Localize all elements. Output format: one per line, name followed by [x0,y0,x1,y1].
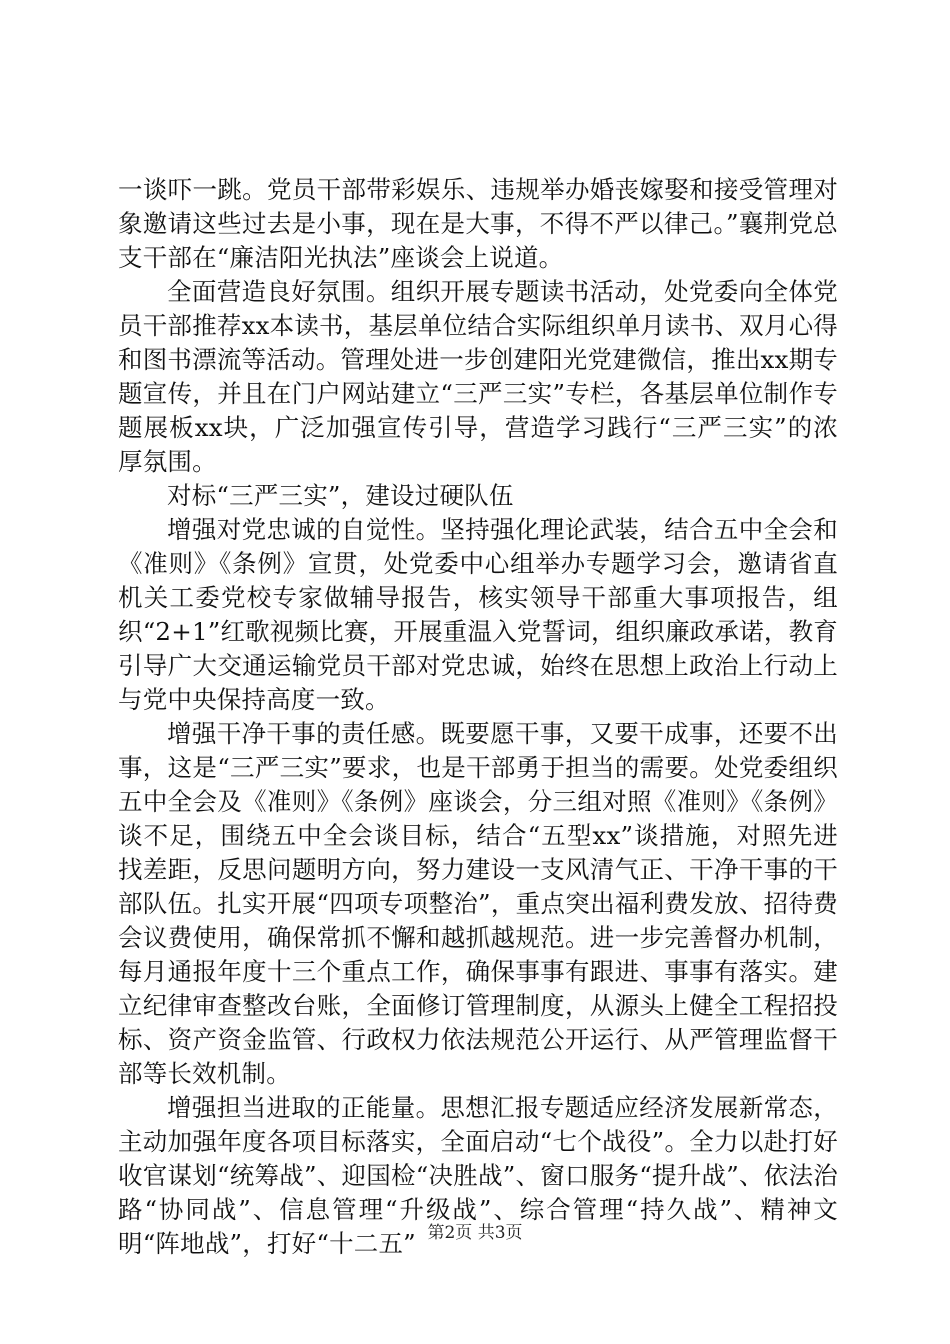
page-number-indicator: 第2页 共3页 [427,1223,523,1243]
paragraph-clean-work: 增强干净干事的责任感。既要愿干事，又要干成事，还要不出事，这是“三严三实”要求，也是干部勇于担当的需要。处党委组织五中全会及《准则》《条例》座谈会，分三组对照《准则》《条例》谈不足，围绕五中全会谈目标，结合“五型xx”谈措施，对照先进找差距，反思问题明方向，努力建设一支风清气正、干净干事的干部队伍。扎实开展“四项专项整治”，重点突出福利费发放、招待费会议费使用，确保常抓不懈和越抓越规范。进一步完善督办机制，每月通报年度十三个重点工作，确保事事有跟进、事事有落实。建立纪律审查整改台账，全面修订管理制度，从源头上健全工程招投标、资产资金监管、行政权力依法规范公开运行、从严管理监督干部等长效机制。 [118,719,838,1088]
document-body [118,173,838,1261]
section-heading: 对标“三严三实”，建设过硬队伍 [167,481,514,510]
paragraph-positive-energy: 增强担当进取的正能量。思想汇报专题适应经济发展新常态，主动加强年度各项目标落实，全面启动“七个战役”。全力以赴打好收官谋划“统筹战”、迎国检“决胜战”、窗口服务“提升战”、依法治路“协同战”、信息管理“升级战”、综合管理“持久战”、精神文明“阵地战”，打好“十二五” [118,1093,838,1258]
paragraph-reading-activities: 全面营造良好氛围。组织开展专题读书活动，处党委向全体党员干部推荐xx本读书，基层单位结合实际组织单月读书、双月心得和图书漂流等活动。管理处进一步创建阳光党建微信，推出xx期专题宣传，并且在门户网站建立“三严三实”专栏，各基层单位制作专题展板xx块，广泛加强宣传引导，营造学习践行“三严三实”的浓厚氛围。 [118,277,838,476]
page-footer [0,1218,950,1243]
paragraph-party-loyalty: 增强对党忠诚的自觉性。坚持强化理论武装，结合五中全会和《准则》《条例》宣贯，处党委中心组举办专题学习会，邀请省直机关工委党校专家做辅导报告，核实领导干部重大事项报告，组织“2+1”红歌视频比赛，开展重温入党誓词，组织廉政承诺，教育引导广大交通运输党员干部对党忠诚，始终在思想上政治上行动上与党中央保持高度一致。 [118,515,838,714]
paragraph-continuation: 一谈吓一跳。党员干部带彩娱乐、违规举办婚丧嫁娶和接受管理对象邀请这些过去是小事，现在是大事，不得不严以律己。”襄荆党总支干部在“廉洁阳光执法”座谈会上说道。 [118,175,838,272]
